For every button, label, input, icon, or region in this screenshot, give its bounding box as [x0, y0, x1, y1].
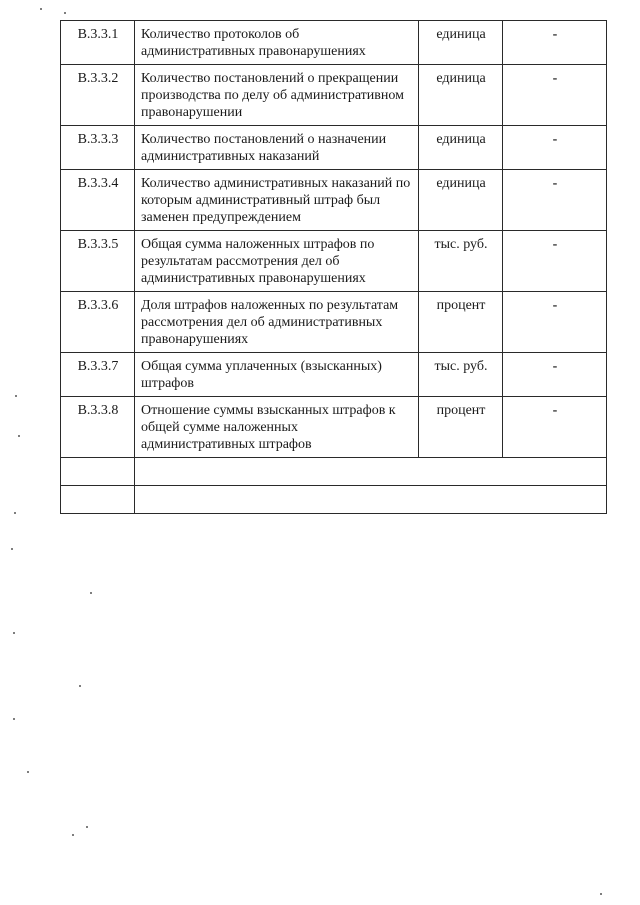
scan-speck	[86, 826, 88, 828]
empty-wide-cell	[135, 486, 607, 514]
indicator-name: Количество протоколов об административных правонарушениях	[135, 21, 419, 65]
indicator-unit: тыс. руб.	[419, 353, 503, 397]
table-row	[61, 170, 607, 231]
scan-speck	[72, 834, 74, 836]
indicators-table	[60, 20, 607, 514]
table-row	[61, 21, 607, 65]
table-row	[61, 65, 607, 126]
indicator-code: В.3.3.8	[61, 397, 135, 458]
indicator-unit: процент	[419, 292, 503, 353]
scan-speck	[13, 718, 15, 720]
indicator-unit: единица	[419, 65, 503, 126]
table-row	[61, 231, 607, 292]
scan-speck	[11, 548, 13, 550]
indicator-unit: единица	[419, 21, 503, 65]
indicator-unit: процент	[419, 397, 503, 458]
scan-speck	[14, 512, 16, 514]
empty-code-cell	[61, 458, 135, 486]
empty-code-cell	[61, 486, 135, 514]
indicator-code: В.3.3.7	[61, 353, 135, 397]
table-row	[61, 397, 607, 458]
indicator-value: -	[503, 126, 607, 170]
table-row	[61, 353, 607, 397]
indicator-value: -	[503, 65, 607, 126]
indicator-name: Общая сумма наложенных штрафов по результатам рассмотрения дел об административных правонарушениях	[135, 231, 419, 292]
indicator-code: В.3.3.1	[61, 21, 135, 65]
indicator-name: Количество административных наказаний по которым административный штраф был заменен предупреждением	[135, 170, 419, 231]
empty-wide-cell	[135, 458, 607, 486]
indicator-value: -	[503, 21, 607, 65]
indicator-value: -	[503, 397, 607, 458]
indicator-value: -	[503, 353, 607, 397]
indicator-name: Количество постановлений о назначении административных наказаний	[135, 126, 419, 170]
indicator-code: В.3.3.5	[61, 231, 135, 292]
indicator-code: В.3.3.4	[61, 170, 135, 231]
scan-speck	[90, 592, 92, 594]
indicator-value: -	[503, 170, 607, 231]
indicator-name: Количество постановлений о прекращении производства по делу об административном правонарушении	[135, 65, 419, 126]
indicator-value: -	[503, 292, 607, 353]
indicator-code: В.3.3.6	[61, 292, 135, 353]
indicator-code: В.3.3.3	[61, 126, 135, 170]
empty-table-row	[61, 458, 607, 486]
table-row	[61, 292, 607, 353]
indicator-name: Общая сумма уплаченных (взысканных) штрафов	[135, 353, 419, 397]
indicator-name: Отношение суммы взысканных штрафов к общей сумме наложенных административных штрафов	[135, 397, 419, 458]
indicator-name: Доля штрафов наложенных по результатам рассмотрения дел об административных правонарушениях	[135, 292, 419, 353]
indicator-value: -	[503, 231, 607, 292]
indicator-unit: единица	[419, 170, 503, 231]
indicator-unit: единица	[419, 126, 503, 170]
scan-speck	[40, 8, 42, 10]
table-row	[61, 126, 607, 170]
scan-speck	[15, 395, 17, 397]
indicator-unit: тыс. руб.	[419, 231, 503, 292]
scan-speck	[27, 771, 29, 773]
scan-speck	[64, 12, 66, 14]
scan-speck	[18, 435, 20, 437]
scan-speck	[79, 685, 81, 687]
scan-speck	[13, 632, 15, 634]
empty-table-row	[61, 486, 607, 514]
scan-speck	[600, 893, 602, 895]
indicator-code: В.3.3.2	[61, 65, 135, 126]
